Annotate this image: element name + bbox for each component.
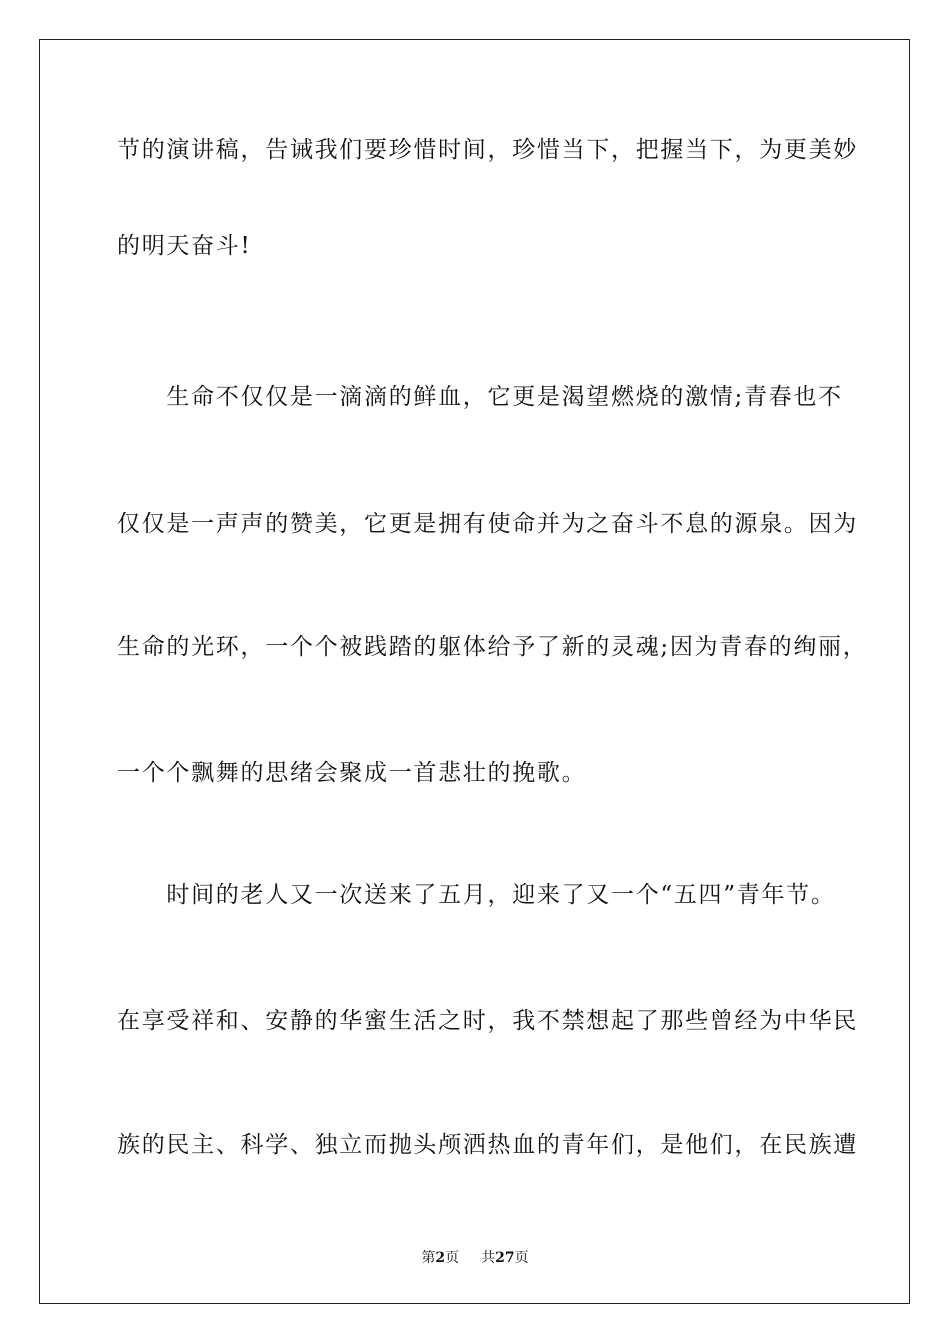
text-line-1: 节的演讲稿，告诫我们要珍惜时间，珍惜当下，把握当下，为更美妙 — [117, 137, 858, 163]
text-line-7: 时间的老人又一次送来了五月，迎来了又一个“五四”青年节。 — [117, 882, 836, 908]
page-label-suffix: 页 — [445, 1250, 460, 1266]
page-number: 2 — [435, 1250, 446, 1266]
page-label-prefix: 第 — [421, 1250, 436, 1266]
text-line-4: 仅仅是一声声的赞美，它更是拥有使命并为之奋斗不息的源泉。因为 — [117, 511, 858, 537]
total-label-suffix: 页 — [514, 1250, 529, 1266]
text-line-2: 的明天奋斗! — [117, 233, 252, 259]
text-line-9: 族的民主、科学、独立而抛头颅洒热血的青年们，是他们，在民族遭 — [117, 1132, 858, 1158]
text-line-5: 生命的光环，一个个被践踏的躯体给予了新的灵魂;因为青春的绚丽， — [117, 634, 868, 660]
total-label-prefix: 共 — [481, 1250, 496, 1266]
text-line-6: 一个个飘舞的思绪会聚成一首悲壮的挽歌。 — [117, 760, 587, 786]
text-line-3: 生命不仅仅是一滴滴的鲜血，它更是渴望燃烧的激情;青春也不 — [117, 384, 843, 410]
total-pages: 27 — [495, 1250, 515, 1266]
page-border — [39, 39, 910, 1304]
text-line-8: 在享受祥和、安静的华蜜生活之时，我不禁想起了那些曾经为中华民 — [117, 1008, 858, 1034]
page-footer — [0, 1248, 950, 1268]
